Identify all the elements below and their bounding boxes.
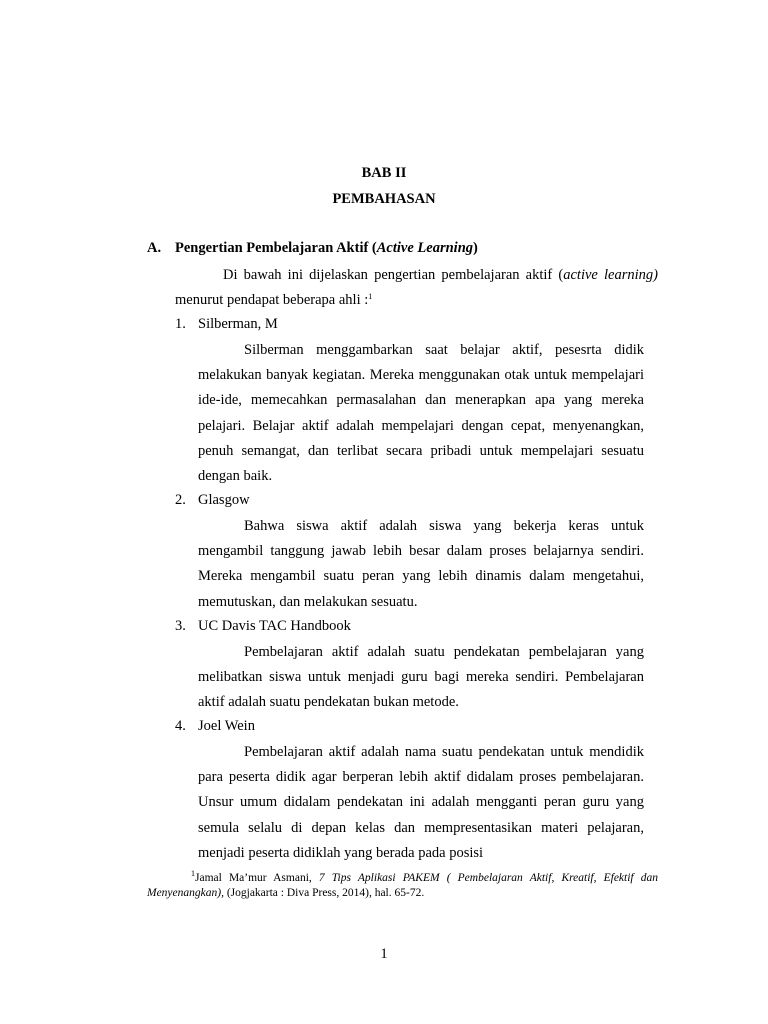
chapter-title: BAB II xyxy=(361,165,407,181)
footnote-marker: 1 xyxy=(191,869,195,878)
list-item-body: Silberman menggambarkan saat belajar aktif, pesesrta didik melakukan banyak kegiatan. Mereka menggunakan otak untuk mempelajari ide-ide, memecahkan permasalahan dan menerapkan apa yang mereka pelajari. Belajar aktif adalah mempelajari dengan cepat, menyenangkan, penuh semangat, dan terlibat secara pribadi untuk mempelajari sesuatu dengan baik. xyxy=(198,342,644,485)
list-item-name: Glasgow xyxy=(198,492,250,508)
footnote-reference: 1 xyxy=(368,292,373,302)
list-item-number: 4. xyxy=(175,718,186,734)
list-item-heading xyxy=(175,492,250,509)
list-item-body: Pembelajaran aktif adalah suatu pendekatan pembelajaran yang melibatkan siswa untuk menjadi guru bagi mereka sendiri. Pembelajaran aktif adalah suatu pendekatan bukan metode. xyxy=(198,644,644,711)
section-title-italic: Active Learning xyxy=(376,240,474,256)
section-heading xyxy=(147,240,478,257)
section-title-suffix: ) xyxy=(473,240,478,256)
list-item-number: 1. xyxy=(175,316,186,332)
section-number: A. xyxy=(147,240,162,256)
intro-text-1: Di bawah ini dijelaskan pengertian pembelajaran aktif ( xyxy=(223,267,564,283)
list-item-body: Pembelajaran aktif adalah nama suatu pendekatan untuk mendidik para peserta didik agar berperan lebih aktif didalam proses pembelajaran. Unsur umum didalam pendekatan ini adalah mengganti peran guru yang semula selalu di depan kelas dan mempresentasikan materi pelajaran, menjadi peserta didiklah yang berada pada posisi xyxy=(198,744,644,861)
list-item-name: UC Davis TAC Handbook xyxy=(198,618,351,634)
footnote-book-title: 7 Tips Aplikasi PAKEM ( Pembelajaran Aktif, Kreatif, Efektif dan Menyenangkan), xyxy=(147,872,658,899)
footnote xyxy=(147,871,658,901)
list-item-number: 3. xyxy=(175,618,186,634)
list-item-body: Bahwa siswa aktif adalah siswa yang bekerja keras untuk mengambil tanggung jawab lebih besar dalam proses belajarnya sendiri. Mereka mengambil suatu peran yang lebih dinamis dalam mengetahui, memutuskan, dan melakukan sesuatu. xyxy=(198,518,644,610)
list-item-heading xyxy=(175,316,278,333)
list-item-number: 2. xyxy=(175,492,186,508)
footnote-author: Jamal Ma’mur Asmani, xyxy=(195,872,319,884)
section-title-prefix: Pengertian Pembelajaran Aktif ( xyxy=(175,240,377,256)
page-number: 1 xyxy=(380,946,388,962)
footnote-publication: (Jogjakarta : Diva Press, 2014), hal. 65-72. xyxy=(223,887,425,899)
intro-paragraph xyxy=(175,263,658,313)
intro-italic: active learning) xyxy=(563,267,658,283)
list-item-name: Joel Wein xyxy=(198,718,255,734)
list-item-name: Silberman, M xyxy=(198,316,278,332)
list-item-heading xyxy=(175,718,255,735)
list-item-heading xyxy=(175,618,351,635)
intro-text-2: menurut pendapat beberapa ahli : xyxy=(175,292,369,309)
chapter-subtitle: PEMBAHASAN xyxy=(332,191,436,207)
